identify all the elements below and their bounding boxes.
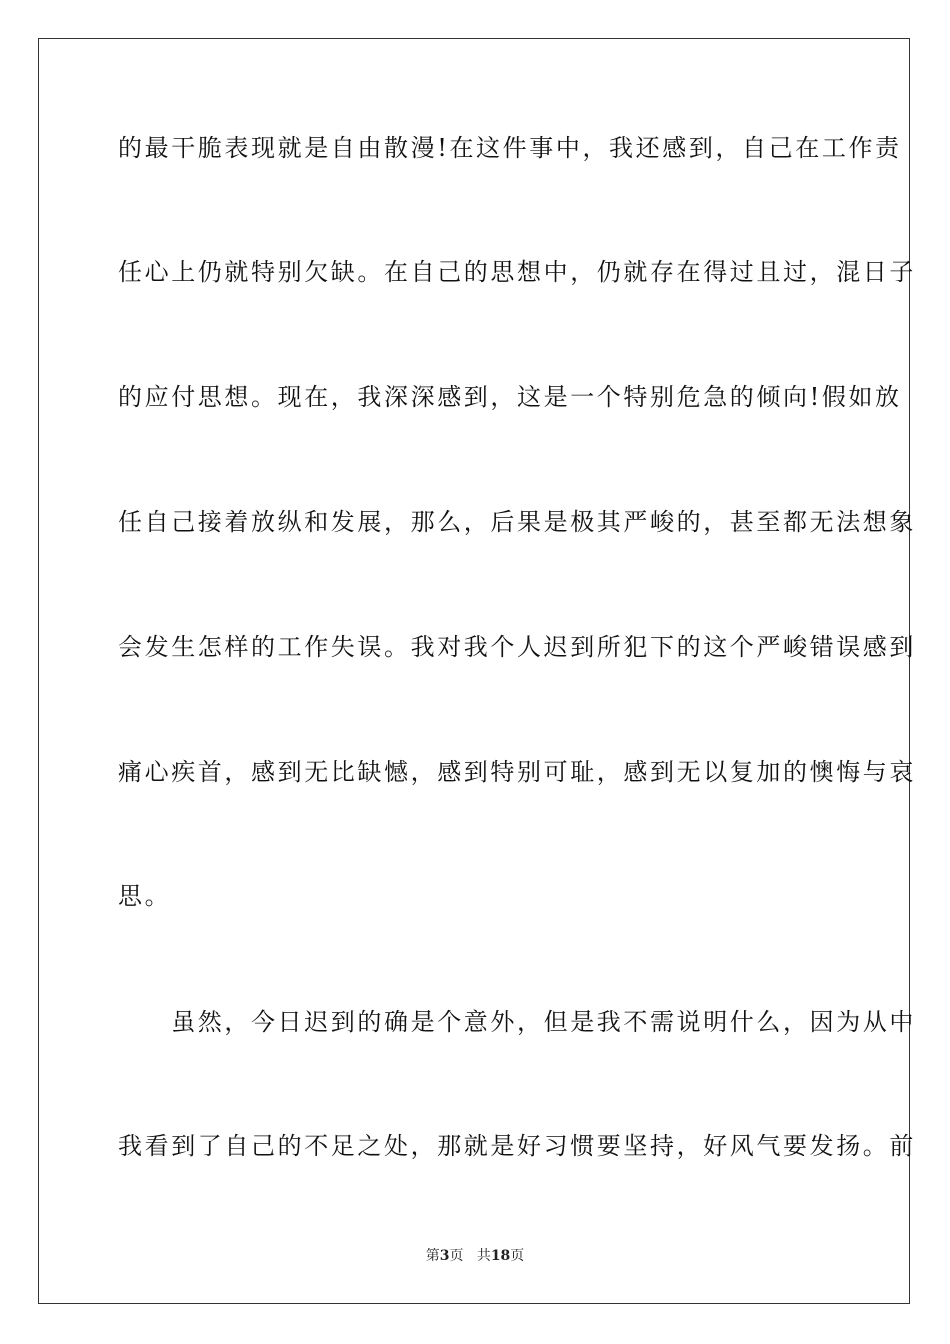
footer-page-prefix: 第 [425, 1248, 440, 1264]
body-text-line: 任自己接着放纵和发展，那么，后果是极其严峻的，甚至都无法想象 [118, 508, 916, 536]
footer-total-suffix: 页 [510, 1248, 525, 1264]
body-text-line: 的最干脆表现就是自由散漫!在这件事中，我还感到，自己在工作责 [118, 134, 902, 162]
page-border [38, 38, 916, 1304]
current-page-number: 3 [439, 1248, 450, 1264]
body-text-line: 会发生怎样的工作失误。我对我个人迟到所犯下的这个严峻错误感到 [118, 633, 916, 661]
body-text-line: 的应付思想。现在，我深深感到，这是一个特别危急的倾向!假如放 [118, 383, 902, 411]
body-text-line: 任心上仍就特别欠缺。在自己的思想中，仍就存在得过且过，混日子 [118, 258, 916, 286]
body-text-line: 痛心疾首，感到无比缺憾，感到特别可耻，感到无以复加的懊悔与哀 [118, 758, 916, 786]
total-pages-number: 18 [490, 1248, 511, 1264]
paragraph-start-line: 虽然，今日迟到的确是个意外，但是我不需说明什么，因为从中 [118, 1008, 916, 1036]
footer-total-prefix: 共 [476, 1248, 491, 1264]
body-text-line: 我看到了自己的不足之处，那就是好习惯要坚持，好风气要发扬。前 [118, 1132, 916, 1160]
footer-page-suffix: 页 [449, 1248, 464, 1264]
body-text-line: 思。 [118, 882, 172, 910]
page-footer [0, 1246, 950, 1266]
